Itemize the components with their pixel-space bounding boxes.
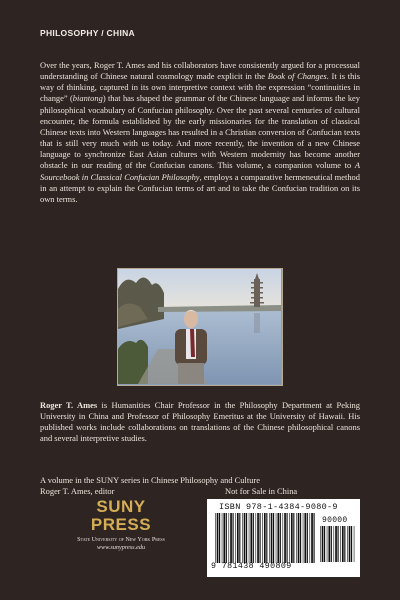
blurb-book-title: Book of Changes: [267, 71, 327, 82]
ean-barcode-bars: [215, 513, 315, 565]
author-name: Roger T. Ames: [40, 400, 98, 410]
publisher-logo: [75, 498, 167, 552]
isbn-number: ISBN 978-1-4384-9080-9: [219, 502, 338, 512]
barcode: [207, 499, 360, 577]
not-for-sale-notice: Not for Sale in China: [225, 486, 298, 496]
logo-suny-text: SUNY: [96, 497, 146, 516]
series-editor: Roger T. Ames, editor: [40, 486, 115, 496]
blurb-text-1: Over the years, Roger T. Ames and his collaborators have consistently argued for a processual understanding of Chinese natural cosmology made explicit in the: [40, 60, 360, 82]
series-line: A volume in the SUNY series in Chinese Philosophy and Culture: [40, 475, 260, 485]
blurb-text-2: . It is this way of thinking, captured in its own interpretive context with the expression “continuities in change” (: [40, 71, 360, 104]
blurb-text-4: , employs a comparative hermeneutical method in an attempt to explain the Confucian terms of art and to take the Confucian tradition on its own terms.: [40, 171, 360, 204]
author-photo: [117, 268, 283, 386]
price-addon-number: 90000: [322, 516, 348, 525]
publisher-url: www.sunypress.edu: [96, 544, 146, 551]
logo-press-text: PRESS: [90, 515, 152, 534]
cover-blurb: [40, 60, 360, 205]
blurb-term: biantong: [72, 93, 103, 104]
addon-barcode-bars: [320, 526, 356, 564]
author-bio: [40, 400, 360, 445]
publisher-name: State University of New York Press: [77, 536, 165, 543]
blurb-sourcebook-title: A Sourcebook in Classical Confucian Philosophy: [40, 160, 360, 182]
author-bio-text: is Humanities Chair Professor in the Philosophy Department at Peking University in China and Professor of Philosophy Emeritus at the University of Hawaii. His published works include collaborations on translations of the Chinese philosophical canons and several interpretive studies.: [40, 400, 360, 444]
ean-number: 9 781438 490809: [211, 562, 292, 571]
blurb-text-3: ) that has shaped the grammar of the Chinese language and informs the key philosophical vocabulary of Confucian philosophy. Over the past several centuries of cultural encounter, the formula established by the early missionaries for the translation of classical Chinese texts into Western languages has resulted in a Christian conversion of Confucian texts that is still very much with us today. And more recently, the invention of a new Chinese language to synchronize East Asian cultures with Western modernity has become another obstacle in our reading of the Confucian canons. This volume, a companion volume to: [40, 93, 361, 171]
category-label: PHILOSOPHY / CHINA: [40, 28, 135, 38]
